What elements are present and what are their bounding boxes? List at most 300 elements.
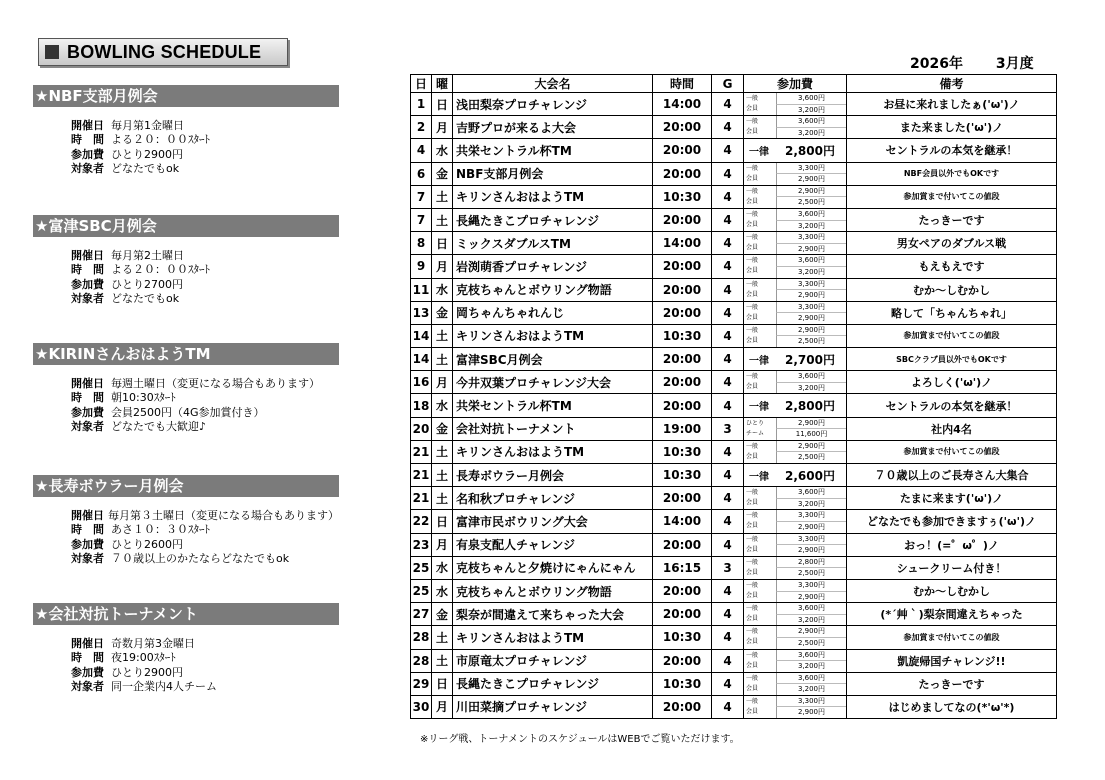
fee-type-2: 会員 [746, 105, 759, 113]
info-value: どなたでも大歓迎♪ [111, 419, 207, 433]
cell-games: 3 [712, 417, 744, 440]
fee-type: 一律 [749, 355, 769, 367]
fee-type-1: 一般 [746, 257, 759, 265]
cell-day: 27 [411, 603, 432, 626]
fee-type-1: 一般 [746, 164, 759, 172]
cell-time: 20:00 [653, 278, 712, 301]
league-info-row [71, 666, 339, 680]
cell-time: 10:30 [653, 440, 712, 463]
cell-event-name: 克枝ちゃんとボウリング物語 [453, 278, 653, 301]
fee-amount-2: 3,200円 [776, 661, 846, 672]
cell-day: 14 [411, 324, 432, 347]
cell-event-name: 吉野プロが来るよ大会 [453, 116, 653, 139]
table-row [411, 695, 1057, 718]
cell-dow: 金 [432, 603, 453, 626]
cell-time: 10:30 [653, 324, 712, 347]
fee-type-2: 会員 [746, 661, 759, 669]
fee-amount-2: 3,200円 [776, 128, 846, 139]
cell-note: たまに来ます('ω')ノ [847, 487, 1057, 510]
fee-amount-2: 3,200円 [776, 684, 846, 695]
fee-type-2: 会員 [746, 452, 759, 460]
fee-amount-2: 3,200円 [776, 221, 846, 232]
league-info-row [71, 278, 339, 292]
cell-fee [744, 116, 847, 139]
cell-dow: 月 [432, 255, 453, 278]
fee-amount: 2,800円 [785, 143, 835, 158]
info-label: 対象者 [71, 161, 104, 175]
league-block [33, 475, 339, 566]
cell-fee [744, 255, 847, 278]
cell-time: 10:30 [653, 626, 712, 649]
cell-fee [744, 348, 847, 371]
fee-amount-1: 3,300円 [776, 580, 846, 592]
league-info-row [71, 538, 339, 552]
league-info [71, 119, 339, 176]
cell-event-name: 浅田梨奈プロチャレンジ [453, 93, 653, 116]
info-label: 参加費 [71, 277, 104, 291]
fee-amount-2: 3,200円 [776, 499, 846, 510]
cell-day: 22 [411, 510, 432, 533]
league-info-row [71, 420, 339, 434]
cell-event-name: キリンさんおはようTM [453, 440, 653, 463]
fee-type-2: 会員 [746, 383, 759, 391]
fee-amount-1: 3,600円 [776, 650, 846, 662]
cell-games: 4 [712, 208, 744, 231]
cell-note: 社内4名 [847, 417, 1057, 440]
info-value: ７０歳以上のかたならどなたでもok [111, 551, 290, 565]
cell-time: 20:00 [653, 116, 712, 139]
cell-event-name: 岩渕萌香プロチャレンジ [453, 255, 653, 278]
fee-type-1: 一般 [746, 95, 759, 103]
cell-dow: 月 [432, 116, 453, 139]
cell-day: 30 [411, 695, 432, 718]
league-info [71, 509, 339, 566]
fee-type-1: 一般 [746, 280, 759, 288]
fee-type-2: 会員 [746, 592, 759, 600]
info-label: 参加費 [71, 405, 104, 419]
cell-day: 25 [411, 556, 432, 579]
cell-note: 男女ペアのダブルス戦 [847, 232, 1057, 255]
cell-time: 20:00 [653, 208, 712, 231]
cell-time: 16:15 [653, 556, 712, 579]
cell-time: 20:00 [653, 649, 712, 672]
cell-day: 23 [411, 533, 432, 556]
fee-amount-2: 3,200円 [776, 267, 846, 278]
cell-fee [744, 510, 847, 533]
info-label: 対象者 [71, 291, 104, 305]
table-row [411, 116, 1057, 139]
fee-type-2: 会員 [746, 522, 759, 530]
table-row [411, 649, 1057, 672]
cell-dow: 土 [432, 348, 453, 371]
cell-dow: 水 [432, 394, 453, 417]
cell-day: 7 [411, 185, 432, 208]
info-value: 毎月第2土曜日 [111, 249, 184, 262]
cell-time: 14:00 [653, 93, 712, 116]
fee-type-1: 一般 [746, 651, 759, 659]
cell-day: 9 [411, 255, 432, 278]
league-info-row [71, 637, 339, 651]
cell-games: 4 [712, 278, 744, 301]
cell-event-name: 川田菜摘プロチャレンジ [453, 695, 653, 718]
cell-time: 10:30 [653, 185, 712, 208]
cell-time: 20:00 [653, 394, 712, 417]
cell-dow: 土 [432, 324, 453, 347]
cell-games: 4 [712, 324, 744, 347]
cell-day: 20 [411, 417, 432, 440]
cell-day: 4 [411, 139, 432, 162]
info-value: あさ１０：３０ｽﾀｰﾄ [111, 523, 210, 537]
cell-fee [744, 371, 847, 394]
league-block [33, 215, 339, 306]
cell-games: 4 [712, 185, 744, 208]
fee-amount-2: 2,500円 [776, 336, 846, 347]
cell-time: 20:00 [653, 533, 712, 556]
fee-amount-1: 2,800円 [776, 557, 846, 569]
fee-type-1: 一般 [746, 187, 759, 195]
period [910, 53, 1034, 73]
col-header-games: G [712, 75, 744, 93]
fee-amount-1: 3,600円 [776, 603, 846, 615]
cell-fee [744, 324, 847, 347]
cell-dow: 日 [432, 510, 453, 533]
table-row [411, 440, 1057, 463]
table-row [411, 208, 1057, 231]
info-value: どなたでもok [111, 291, 180, 305]
fee-amount-2: 2,900円 [776, 592, 846, 603]
cell-event-name: 長縄たきこプロチャレンジ [453, 208, 653, 231]
cell-games: 4 [712, 440, 744, 463]
col-header-dow: 曜 [432, 75, 453, 93]
cell-event-name: 名和秋プロチャレンジ [453, 487, 653, 510]
fee-amount-1: 3,600円 [776, 116, 846, 128]
cell-fee [744, 579, 847, 602]
league-info-row [71, 552, 339, 566]
fee-type-2: 会員 [746, 336, 759, 344]
league-info-row [71, 406, 339, 420]
cell-fee [744, 440, 847, 463]
table-body [411, 93, 1057, 719]
fee-amount-2: 2,900円 [776, 707, 846, 718]
fee-amount-2: 3,200円 [776, 105, 846, 116]
cell-games: 3 [712, 556, 744, 579]
info-label: 開催日 [71, 377, 104, 390]
cell-fee [744, 278, 847, 301]
table-row [411, 556, 1057, 579]
fee-type: 一律 [749, 471, 769, 483]
cell-event-name: 岡ちゃんちゃれんじ [453, 301, 653, 324]
table-row [411, 371, 1057, 394]
page-title: BOWLING SCHEDULE [67, 41, 262, 62]
cell-day: 21 [411, 464, 432, 487]
cell-time: 20:00 [653, 579, 712, 602]
league-block [33, 343, 339, 434]
cell-event-name: キリンさんおはようTM [453, 324, 653, 347]
cell-note: どなたでも参加できますぅ('ω')ノ [847, 510, 1057, 533]
info-label: 開催日 [71, 249, 104, 262]
fee-amount-2: 3,200円 [776, 615, 846, 626]
cell-time: 20:00 [653, 695, 712, 718]
cell-games: 4 [712, 371, 744, 394]
cell-dow: 月 [432, 695, 453, 718]
cell-note: 略して「ちゃんちゃれ」 [847, 301, 1057, 324]
cell-note: たっきーです [847, 672, 1057, 695]
fee-amount-1: 2,900円 [776, 186, 846, 198]
fee-type-2: 会員 [746, 638, 759, 646]
info-value: ひとり2900円 [111, 665, 183, 679]
cell-games: 4 [712, 464, 744, 487]
cell-note: よろしく('ω')ノ [847, 371, 1057, 394]
cell-fee [744, 301, 847, 324]
table-row [411, 417, 1057, 440]
league-info-row [71, 292, 339, 306]
cell-note: はじめましてなの(*'ω'*) [847, 695, 1057, 718]
fee-amount-2: 2,900円 [776, 313, 846, 324]
fee-type-1: 一般 [746, 442, 759, 450]
cell-dow: 水 [432, 278, 453, 301]
table-row [411, 464, 1057, 487]
cell-games: 4 [712, 487, 744, 510]
cell-dow: 金 [432, 162, 453, 185]
cell-note: 参加賞まで付いてこの値段 [847, 626, 1057, 649]
cell-time: 10:30 [653, 672, 712, 695]
cell-day: 21 [411, 487, 432, 510]
cell-day: 18 [411, 394, 432, 417]
info-label: 参加費 [71, 147, 104, 161]
cell-note: シュークリーム付き！ [847, 556, 1057, 579]
fee-amount-1: 2,900円 [776, 418, 846, 430]
cell-games: 4 [712, 93, 744, 116]
cell-event-name: 克枝ちゃんと夕焼けにゃんにゃん [453, 556, 653, 579]
cell-games: 4 [712, 510, 744, 533]
info-value: 同一企業内4人チーム [111, 679, 217, 693]
fee-type-2: 会員 [746, 568, 759, 576]
cell-games: 4 [712, 533, 744, 556]
cell-note: 参加賞まで付いてこの値段 [847, 185, 1057, 208]
cell-dow: 土 [432, 464, 453, 487]
fee-type-1: 一般 [746, 605, 759, 613]
fee-amount-1: 3,600円 [776, 673, 846, 685]
fee-type-1: 一般 [746, 373, 759, 381]
cell-note: SBCクラブ員以外でもOKです [847, 348, 1057, 371]
cell-time: 20:00 [653, 162, 712, 185]
cell-time: 20:00 [653, 371, 712, 394]
cell-event-name: 梨奈が間違えて来ちゃった大会 [453, 603, 653, 626]
cell-dow: 日 [432, 672, 453, 695]
cell-fee [744, 208, 847, 231]
cell-event-name: キリンさんおはようTM [453, 185, 653, 208]
fee-amount: 2,800円 [785, 399, 835, 414]
info-value: よる２０：００ｽﾀｰﾄ [111, 133, 210, 147]
cell-fee [744, 464, 847, 487]
cell-fee [744, 626, 847, 649]
cell-event-name: 長縄たきこプロチャレンジ [453, 672, 653, 695]
fee-amount-1: 3,600円 [776, 93, 846, 105]
fee-amount-1: 3,600円 [776, 487, 846, 499]
cell-fee [744, 93, 847, 116]
table-row [411, 394, 1057, 417]
league-info-row [71, 119, 339, 133]
info-value: 奇数月第3金曜日 [111, 637, 195, 650]
cell-games: 4 [712, 695, 744, 718]
fee-type-2: 会員 [746, 197, 759, 205]
cell-day: 11 [411, 278, 432, 301]
cell-fee [744, 394, 847, 417]
cell-note: むか～しむかし [847, 278, 1057, 301]
fee-amount-2: 2,900円 [776, 174, 846, 185]
fee-type-1: 一般 [746, 118, 759, 126]
col-header-time: 時間 [653, 75, 712, 93]
cell-event-name: NBF支部月例会 [453, 162, 653, 185]
cell-dow: 金 [432, 301, 453, 324]
fee-amount-2: 2,900円 [776, 290, 846, 301]
cell-dow: 月 [432, 533, 453, 556]
fee-type-1: 一般 [746, 697, 759, 705]
fee-type-2: 会員 [746, 615, 759, 623]
info-value: 毎月第３土曜日（変更になる場合もあります） [108, 509, 339, 522]
cell-note: たっきーです [847, 208, 1057, 231]
cell-note: 参加賞まで付いてこの値段 [847, 324, 1057, 347]
schedule-header [38, 38, 288, 66]
info-label: 時 間 [71, 133, 104, 147]
table-row [411, 626, 1057, 649]
cell-dow: 土 [432, 185, 453, 208]
cell-fee [744, 533, 847, 556]
cell-event-name: 市原竜太プロチャレンジ [453, 649, 653, 672]
fee-type-1: 一般 [746, 303, 759, 311]
cell-event-name: 富津市民ボウリング大会 [453, 510, 653, 533]
cell-dow: 土 [432, 208, 453, 231]
info-value: 夜19:00ｽﾀｰﾄ [111, 651, 176, 665]
fee-type: 一律 [749, 146, 769, 158]
cell-note: ７０歳以上のご長寿さん大集合 [847, 464, 1057, 487]
cell-day: 1 [411, 93, 432, 116]
fee-type-2: 会員 [746, 499, 759, 507]
fee-type-1: 一般 [746, 582, 759, 590]
fee-type-1: 一般 [746, 558, 759, 566]
cell-games: 4 [712, 394, 744, 417]
fee-type-1: 一般 [746, 512, 759, 520]
league-info-row [71, 162, 339, 176]
cell-dow: 土 [432, 626, 453, 649]
cell-event-name: 共栄セントラル杯TM [453, 394, 653, 417]
cell-day: 28 [411, 649, 432, 672]
fee-type-1: ひとり [746, 419, 765, 427]
table-row [411, 255, 1057, 278]
info-value: 毎週土曜日（変更になる場合もあります） [111, 377, 320, 390]
cell-dow: 水 [432, 556, 453, 579]
league-info [71, 249, 339, 306]
league-info [71, 637, 339, 694]
cell-event-name: ミックスダブルスTM [453, 232, 653, 255]
info-label: 対象者 [71, 419, 104, 433]
league-title: ★会社対抗トーナメント [33, 603, 339, 625]
fee-type-2: 会員 [746, 707, 759, 715]
table-row [411, 139, 1057, 162]
fee-type-1: 一般 [746, 628, 759, 636]
cell-event-name: 会社対抗トーナメント [453, 417, 653, 440]
cell-fee [744, 695, 847, 718]
info-label: 開催日 [71, 119, 104, 132]
table-header-row [411, 75, 1057, 93]
league-info [71, 377, 339, 434]
cell-day: 2 [411, 116, 432, 139]
cell-games: 4 [712, 139, 744, 162]
info-label: 時 間 [71, 391, 104, 405]
fee-type-1: 一般 [746, 234, 759, 242]
fee-type-2: 会員 [746, 313, 759, 321]
fee-type-2: チーム [746, 429, 765, 437]
cell-event-name: キリンさんおはようTM [453, 626, 653, 649]
cell-event-name: 共栄セントラル杯TM [453, 139, 653, 162]
cell-fee [744, 417, 847, 440]
fee-amount-1: 3,600円 [776, 209, 846, 221]
league-info-row [71, 377, 339, 391]
cell-note: セントラルの本気を継承！ [847, 394, 1057, 417]
fee-amount-2: 2,500円 [776, 452, 846, 463]
info-label: 対象者 [71, 551, 104, 565]
info-value: ひとり2700円 [111, 277, 183, 291]
table-row [411, 162, 1057, 185]
cell-time: 20:00 [653, 139, 712, 162]
cell-games: 4 [712, 348, 744, 371]
fee-amount-2: 2,500円 [776, 638, 846, 649]
league-block [33, 85, 339, 176]
table-row [411, 93, 1057, 116]
cell-dow: 日 [432, 232, 453, 255]
fee-amount-1: 3,600円 [776, 255, 846, 267]
cell-day: 25 [411, 579, 432, 602]
header-square-icon [45, 45, 59, 59]
table-row [411, 579, 1057, 602]
fee-amount-1: 3,300円 [776, 279, 846, 291]
league-info-row [71, 133, 339, 147]
fee-type-2: 会員 [746, 267, 759, 275]
cell-note: (*´艸｀)梨奈間違えちゃった [847, 603, 1057, 626]
fee-amount-1: 3,300円 [776, 302, 846, 314]
table-row [411, 510, 1057, 533]
cell-fee [744, 185, 847, 208]
cell-dow: 日 [432, 93, 453, 116]
cell-note: 凱旋帰国チャレンジ!! [847, 649, 1057, 672]
cell-dow: 土 [432, 440, 453, 463]
fee-amount-1: 2,900円 [776, 626, 846, 638]
info-value: どなたでもok [111, 161, 180, 175]
cell-fee [744, 162, 847, 185]
table-row [411, 533, 1057, 556]
cell-games: 4 [712, 232, 744, 255]
cell-event-name: 克枝ちゃんとボウリング物語 [453, 579, 653, 602]
fee-amount-1: 3,300円 [776, 232, 846, 244]
cell-time: 20:00 [653, 348, 712, 371]
schedule-table [410, 74, 1057, 719]
fee-amount-1: 3,300円 [776, 696, 846, 708]
info-label: 時 間 [71, 263, 104, 277]
info-label: 開催日 [71, 509, 104, 522]
fee-amount-2: 2,900円 [776, 545, 846, 556]
fee-type-2: 会員 [746, 221, 759, 229]
cell-time: 20:00 [653, 603, 712, 626]
fee-amount-1: 3,600円 [776, 371, 846, 383]
cell-dow: 土 [432, 649, 453, 672]
fee-amount-2: 11,600円 [776, 429, 846, 440]
cell-fee [744, 649, 847, 672]
fee-type-1: 一般 [746, 535, 759, 543]
fee-amount-1: 2,900円 [776, 325, 846, 337]
league-info-row [71, 680, 339, 694]
fee-amount: 2,600円 [785, 468, 835, 483]
cell-games: 4 [712, 579, 744, 602]
